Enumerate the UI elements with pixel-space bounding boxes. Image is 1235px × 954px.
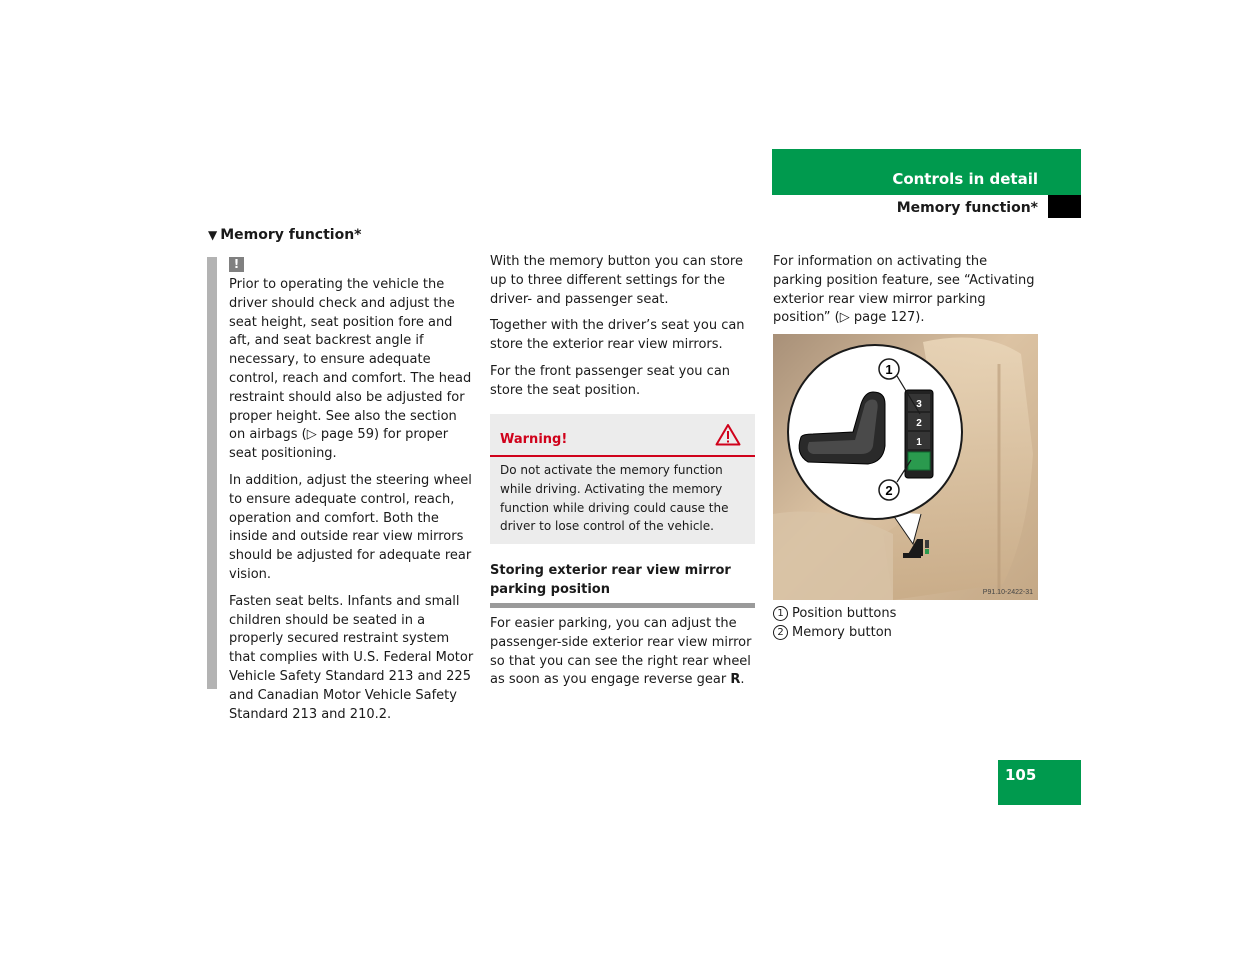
warning-triangle-icon [715,423,741,446]
note-paragraph: Prior to operating the vehicle the driver should check and adjust the seat height, seat position fore and aft, and seat backrest angle if necessary, to ensure adequate control, reach and comfort. The head restraint should also be adjusted for proper height. See also the section on airbags (▷ page 59) for proper seat positioning. [229,277,472,462]
exclamation-note-icon: ! [229,257,244,272]
position-button-label: 3 [916,399,922,410]
parking-paragraph: For easier parking, you can adjust the passenger-side exterior rear view mirror so that you can see the right rear wheel as soon as you engage reverse gear R. [490,616,752,688]
triangle-bullet-icon: ▼ [208,228,218,242]
warning-box [490,414,755,544]
body-paragraph: With the memory button you can store up to three different settings for the driver- and passenger seat. [490,254,743,307]
warning-text: Do not activate the memory function while driving. Activating the memory function while driving could cause the driver to lose control of the vehicle. [500,463,729,534]
warning-title: Warning! [500,432,568,447]
position-button-label: 2 [916,418,922,429]
warning-header [490,414,755,457]
figure-legend [773,604,896,642]
legend-item: 2 Memory button [773,623,896,642]
reverse-gear-label: R [730,672,741,688]
position-button-label: 1 [916,437,922,448]
legend-item: 1 Position buttons [773,604,896,623]
subsection-heading: Storing exterior rear view mirror parking position [490,561,755,608]
note-paragraph: Fasten seat belts. Infants and small children should be seated in a properly secured restraint system that complies with U.S. Federal Motor Vehicle Safety Standard 213 and 225 and Canadian Motor Vehicle Safety Standard 213 and 210.2. [229,593,474,722]
header-marker-block [1048,195,1081,218]
section-title: ▼ Memory function* [208,227,362,243]
page-number: 105 [998,760,1081,805]
chapter-header [772,149,1081,195]
note-column [229,256,475,732]
middle-column [490,253,756,409]
chapter-title: Controls in detail [892,170,1038,188]
right-column-intro: For information on activating the parking position feature, see “Activating exterior rear view mirror parking position” (▷ page 127). [773,254,1035,326]
section-header: Memory function* [896,200,1038,216]
body-paragraph: For the front passenger seat you can store the seat position. [490,363,731,398]
callout-2: 2 [885,483,893,498]
note-side-bar [207,257,217,689]
figure-code: P91.10-2422-31 [982,589,1033,596]
callout-1: 1 [885,362,893,377]
body-paragraph: Together with the driver’s seat you can store the exterior rear view mirrors. [490,318,745,353]
note-paragraph: In addition, adjust the steering wheel to ensure adequate control, reach, operation and comfort. Both the inside and outside rear view mirrors should be adjusted for adequate rear vision. [229,472,472,582]
memory-button-figure [773,334,1038,600]
